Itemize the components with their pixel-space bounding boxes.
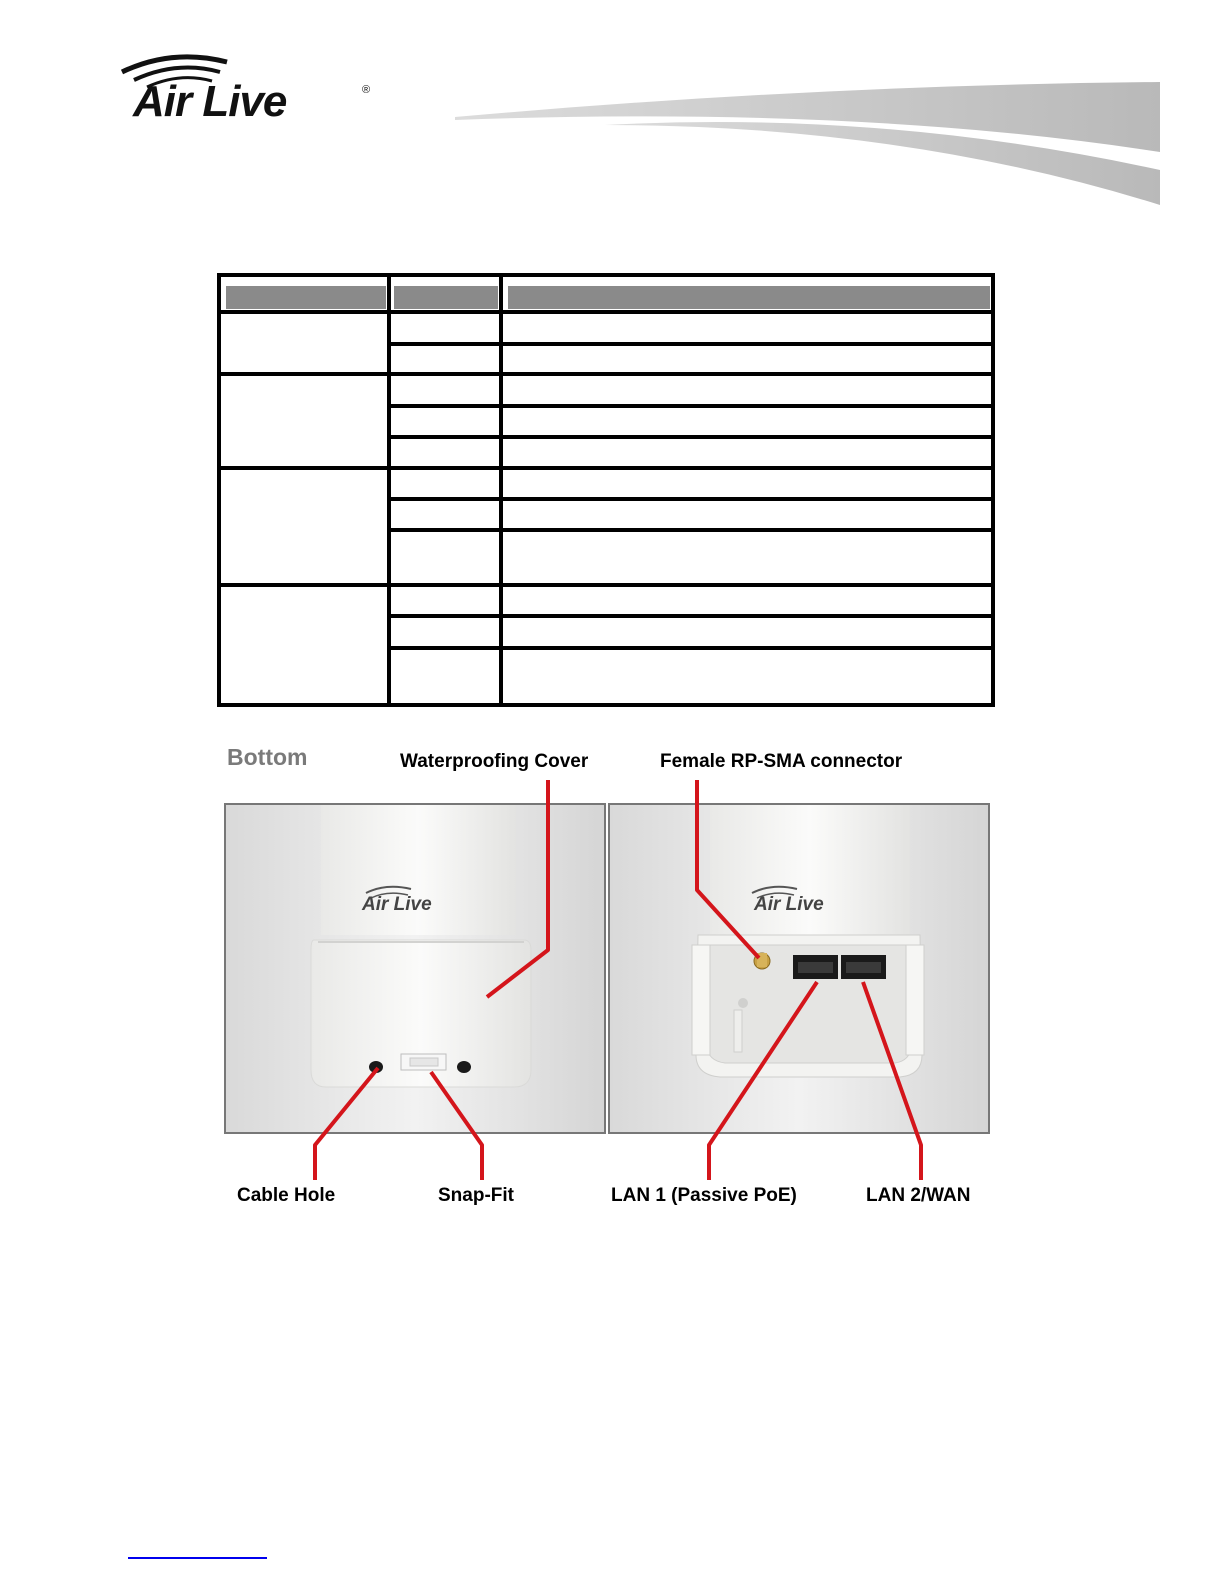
table-row-divider [221, 372, 991, 376]
table-header-cell [508, 286, 990, 309]
table-header-cell [226, 286, 386, 309]
section-title: Bottom [227, 744, 308, 770]
table-row-divider [221, 466, 991, 470]
header-swoosh [455, 80, 1175, 210]
table-row-divider [389, 342, 991, 346]
table-row-divider [389, 646, 991, 650]
device-photo-open [608, 803, 990, 1134]
table-row-divider [389, 528, 991, 532]
table-row-divider [389, 497, 991, 501]
label-lan2: LAN 2/WAN [866, 1185, 971, 1206]
table-row-divider [221, 310, 991, 314]
table-row-divider [389, 435, 991, 439]
device-logo: Air Live [362, 894, 432, 915]
logo-wordmark: Air Live [133, 77, 287, 126]
table-row-divider [389, 614, 991, 618]
table-row-divider [221, 583, 991, 587]
table-row-divider [389, 404, 991, 408]
registered-mark: ® [362, 84, 371, 96]
device-photo-closed [224, 803, 606, 1134]
device-logo: Air Live [754, 894, 824, 915]
label-waterproofing-cover: Waterproofing Cover [400, 751, 589, 772]
device-open-illustration [610, 805, 988, 1132]
label-lan1: LAN 1 (Passive PoE) [611, 1185, 797, 1206]
table-header-cell [394, 286, 498, 309]
device-closed-illustration [226, 805, 604, 1132]
spec-table [217, 273, 995, 707]
label-snap-fit: Snap-Fit [438, 1185, 514, 1206]
label-female-rp-sma: Female RP-SMA connector [660, 751, 903, 772]
label-cable-hole: Cable Hole [237, 1185, 336, 1206]
footer-link-underline[interactable] [128, 1557, 267, 1559]
